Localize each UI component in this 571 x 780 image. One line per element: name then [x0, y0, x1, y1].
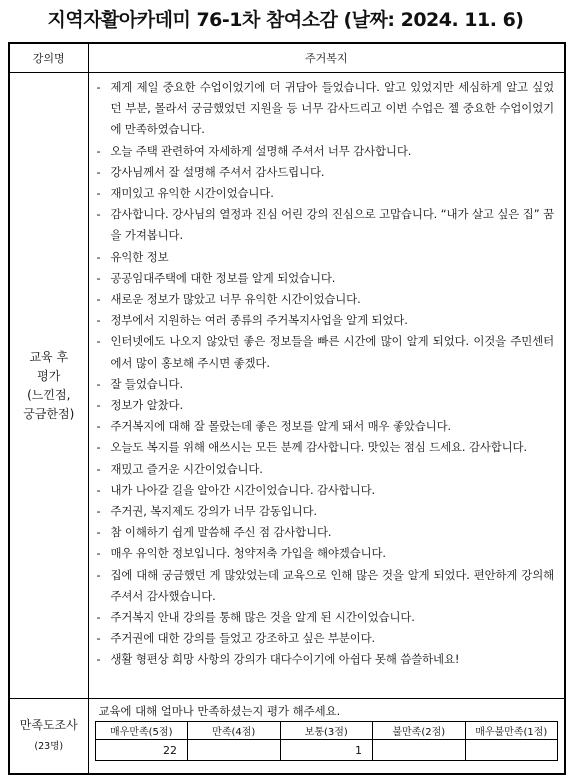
bullet-dash: - [96, 313, 101, 328]
feedback-item [97, 268, 555, 289]
feedback-label-line: 교육 후 [29, 349, 69, 364]
bullet-dash: - [96, 334, 101, 349]
feedback-item [97, 501, 555, 522]
feedback-item-text: 공공임대주택에 대한 정보를 알게 되었습니다. [110, 270, 336, 285]
feedback-item [97, 416, 555, 437]
feedback-item-text: 유익한 정보 [110, 249, 169, 264]
satisfaction-value-row [95, 740, 558, 761]
satisfaction-label-cell [9, 699, 88, 774]
satisfaction-value [188, 740, 281, 761]
feedback-item [97, 480, 555, 501]
satisfaction-header-row [95, 722, 558, 740]
feedback-item-text: 오늘 주택 관련하여 자세하게 설명해 주셔서 너무 감사합니다. [110, 143, 412, 158]
satisfaction-column-header: 불만족(2점) [373, 722, 466, 740]
feedback-item-text: 주거복지에 대해 잘 몰랐는데 좋은 정보를 알게 돼서 매우 좋았습니다. [110, 419, 452, 434]
document-title: 지역자활아카데미 76-1차 참여소감 (날짜: 2024. 11. 6) [47, 9, 524, 31]
bullet-dash: - [96, 567, 101, 582]
bullet-dash: - [96, 80, 101, 94]
satisfaction-column-header: 매우만족(5점) [95, 722, 188, 740]
feedback-item-text: 재밌고 즐거운 시간이었습니다. [110, 461, 263, 476]
feedback-item-text: 내가 나아갈 길을 알아간 시간이었습니다. 감사합니다. [110, 482, 376, 497]
feedback-label-line: 궁금한점) [23, 406, 75, 421]
feedback-item-text: 집에 대해 궁금했던 게 많았었는데 교육으로 인해 많은 것을 알게 되었다. 편안하게 강의해 주셔서 감사했습니다. [110, 567, 554, 603]
feedback-item [97, 628, 555, 649]
feedback-item-text: 오늘도 복지를 위해 애쓰시는 모든 분께 감사합니다. 맛있는 점심 드세요. 감사합니다. [110, 440, 527, 455]
bullet-dash: - [96, 249, 101, 264]
bullet-dash: - [96, 186, 101, 201]
feedback-item [97, 374, 555, 395]
bullet-dash: - [96, 440, 101, 455]
feedback-item [97, 649, 555, 670]
feedback-item [97, 331, 555, 373]
bullet-dash: - [96, 143, 101, 158]
feedback-item-text: 재미있고 유익한 시간이었습니다. [110, 186, 274, 201]
feedback-item [97, 310, 555, 331]
satisfaction-column-header: 만족(4점) [188, 722, 281, 740]
feedback-list [97, 77, 555, 671]
respondent-count: (23명) [34, 740, 64, 752]
satisfaction-column-header: 보통(3점) [280, 722, 373, 740]
header-row [9, 43, 565, 73]
satisfaction-label: 만족도조사 [19, 717, 78, 732]
satisfaction-value [465, 740, 558, 761]
feedback-item [97, 395, 555, 416]
feedback-item-text: 인터넷에도 나오지 않았던 좋은 정보들을 빠른 시간에 많이 알게 되었다. 이것을 주민센터에서 많이 홍보해 주시면 좋겠다. [110, 334, 554, 370]
lecture-name-value: 주거복지 [88, 43, 565, 73]
feedback-item-text: 강사님께서 잘 설명해 주셔서 감사드립니다. [110, 164, 325, 179]
feedback-item-text: 정보가 알찼다. [110, 398, 183, 413]
satisfaction-cell [88, 699, 565, 774]
feedback-item-text: 주거권, 복지제도 강의가 너무 감동입니다. [110, 504, 317, 519]
feedback-item-text: 매우 유익한 정보입니다. 청약저축 가입을 해야겠습니다. [110, 546, 386, 561]
bullet-dash: - [96, 207, 101, 222]
bullet-dash: - [96, 376, 101, 391]
feedback-item-text: 생활 형편상 희망 사항의 강의가 대다수이기에 아쉽다 못해 씁쓸하네요! [110, 652, 460, 667]
feedback-label-line: (느낀점, [27, 387, 71, 402]
feedback-item [97, 607, 555, 628]
feedback-item [97, 162, 555, 183]
feedback-row [9, 73, 565, 699]
satisfaction-value: 1 [280, 740, 373, 761]
bullet-dash: - [96, 419, 101, 434]
bullet-dash: - [96, 164, 101, 179]
satisfaction-value: 22 [95, 740, 188, 761]
feedback-table [8, 42, 566, 775]
feedback-item-text: 정부에서 지원하는 여러 종류의 주거복지사업을 알게 되었다. [110, 313, 408, 328]
feedback-item [97, 459, 555, 480]
feedback-item [97, 437, 555, 458]
feedback-item-text: 새로운 정보가 많았고 너무 유익한 시간이었습니다. [110, 292, 361, 307]
satisfaction-row [9, 699, 565, 774]
feedback-item-text: 주거복지 안내 강의를 통해 많은 것을 알게 된 시간이었습니다. [110, 610, 415, 625]
bullet-dash: - [96, 546, 101, 561]
feedback-item [97, 204, 555, 246]
lecture-name-label: 강의명 [9, 43, 88, 73]
bullet-dash: - [96, 270, 101, 285]
feedback-item-text: 참 이해하기 쉽게 말씀해 주신 점 감사합니다. [110, 525, 332, 540]
feedback-list-cell [88, 73, 565, 699]
feedback-item-text: 감사합니다. 강사님의 열정과 진심 어린 강의 진심으로 고맙습니다. “내가 살고 싶은 집” 꿈을 가져봅니다. [110, 207, 554, 243]
satisfaction-column-header: 매우불만족(1점) [465, 722, 558, 740]
feedback-item-text: 제게 제일 중요한 수업이었기에 더 귀담아 들었습니다. 알고 있었지만 세심하게 알고 싶었던 부분, 몰라서 궁금했었던 지원을 등 너무 감사드리고 이번 수업은 젤 중요한 수업이었기에 만족하였습니다. [110, 80, 554, 137]
bullet-dash: - [96, 461, 101, 476]
feedback-item-text: 잘 들었습니다. [110, 376, 183, 391]
feedback-item [97, 247, 555, 268]
bullet-dash: - [96, 652, 101, 667]
bullet-dash: - [96, 631, 101, 646]
satisfaction-value [373, 740, 466, 761]
bullet-dash: - [96, 504, 101, 519]
feedback-item [97, 543, 555, 564]
feedback-item [97, 183, 555, 204]
satisfaction-question: 교육에 대해 얼마나 만족하셨는지 평가 해주세요. [98, 704, 341, 718]
feedback-item [97, 77, 555, 141]
feedback-item [97, 289, 555, 310]
feedback-item [97, 565, 555, 607]
feedback-item [97, 522, 555, 543]
feedback-label [9, 73, 88, 699]
feedback-label-line: 평가 [37, 368, 61, 383]
bullet-dash: - [96, 610, 101, 625]
bullet-dash: - [96, 292, 101, 307]
satisfaction-table [95, 721, 559, 761]
bullet-dash: - [96, 398, 101, 413]
feedback-item [97, 141, 555, 162]
feedback-item-text: 주거권에 대한 강의를 들었고 강조하고 싶은 부분이다. [110, 631, 376, 646]
bullet-dash: - [96, 482, 101, 497]
bullet-dash: - [96, 525, 101, 540]
